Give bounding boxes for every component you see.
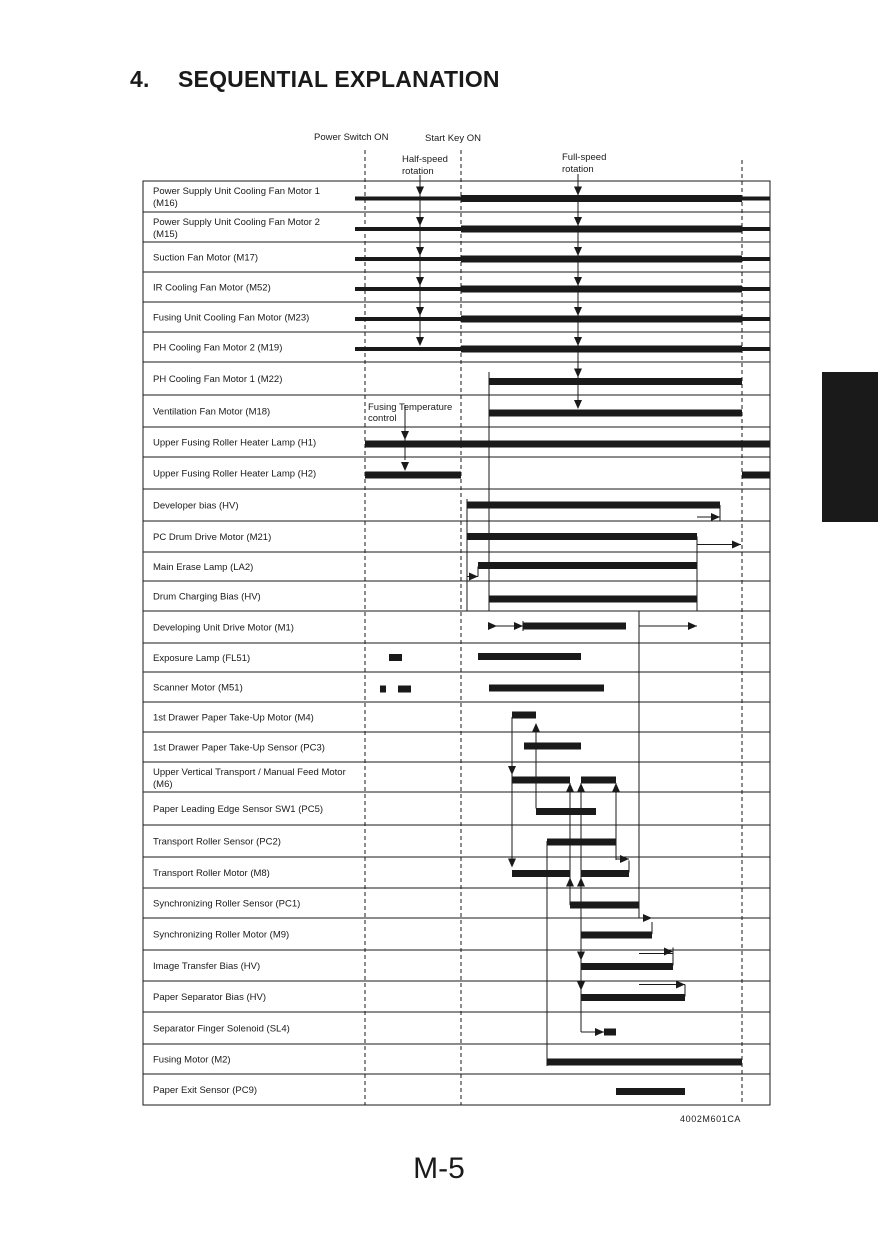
signal-bar-half-speed xyxy=(742,227,770,231)
signal-bar xyxy=(742,472,770,479)
signal-bar xyxy=(489,410,742,417)
signal-label: Transport Roller Sensor (PC2) xyxy=(153,836,281,848)
signal-label: Main Erase Lamp (LA2) xyxy=(153,562,254,573)
signal-label: PH Cooling Fan Motor 1 (M22) xyxy=(153,374,283,385)
signal-label: Power Supply Unit Cooling Fan Motor 2 xyxy=(153,217,320,228)
signal-bar xyxy=(478,562,697,569)
signal-bar-half-speed xyxy=(742,257,770,261)
arrow-down xyxy=(577,952,585,961)
signal-bar xyxy=(536,808,596,815)
signal-bar xyxy=(547,839,616,846)
signal-label: Scanner Motor (M51) xyxy=(153,682,243,694)
signal-label: Power Supply Unit Cooling Fan Motor 1 xyxy=(153,186,320,197)
signal-label: Developer bias (HV) xyxy=(153,500,239,512)
arrow-down xyxy=(574,400,582,409)
arrow-right xyxy=(711,513,720,521)
marker-full-speed: rotation xyxy=(562,164,594,175)
signal-bar-half-speed xyxy=(355,317,461,321)
signal-bar-full-speed xyxy=(461,316,742,323)
signal-label: Separator Finger Solenoid (SL4) xyxy=(153,1023,290,1035)
signal-bar-half-speed xyxy=(742,197,770,201)
signal-bar xyxy=(581,963,673,970)
signal-bar xyxy=(512,870,570,877)
signal-bar-full-speed xyxy=(461,346,742,353)
signal-bar-half-speed xyxy=(355,257,461,261)
signal-label: Synchronizing Roller Sensor (PC1) xyxy=(153,898,301,910)
section-number: 4. xyxy=(130,66,150,92)
signal-label: IR Cooling Fan Motor (M52) xyxy=(153,282,271,294)
signal-bar xyxy=(604,1029,616,1036)
signal-bar xyxy=(489,596,697,603)
signal-label: 1st Drawer Paper Take-Up Sensor (PC3) xyxy=(153,742,325,754)
marker-half-speed: rotation xyxy=(402,166,434,177)
signal-bar-full-speed xyxy=(461,195,742,202)
signal-label: Upper Fusing Roller Heater Lamp (H1) xyxy=(153,437,317,449)
signal-label: Fusing Unit Cooling Fan Motor (M23) xyxy=(153,312,310,324)
signal-bar xyxy=(570,902,639,909)
signal-bar xyxy=(489,685,604,692)
signal-bar xyxy=(547,1059,742,1066)
signal-bar xyxy=(616,1088,685,1095)
signal-bar xyxy=(365,472,461,479)
signal-bar xyxy=(467,533,697,540)
arrow-down xyxy=(508,766,516,775)
signal-bar-full-speed xyxy=(461,226,742,233)
arrow-right xyxy=(732,541,741,549)
signal-label: Developing Unit Drive Motor (M1) xyxy=(153,622,294,634)
arrow-right xyxy=(595,1028,604,1036)
arrow-right xyxy=(643,914,652,922)
signal-bar xyxy=(512,712,536,719)
signal-bar xyxy=(478,653,581,660)
arrow-right xyxy=(664,948,673,956)
signal-label: Synchronizing Roller Motor (M9) xyxy=(153,929,290,941)
signal-label: Upper Vertical Transport / Manual Feed Motor xyxy=(153,767,346,778)
signal-label: Upper Fusing Roller Heater Lamp (H2) xyxy=(153,468,317,480)
signal-label: Drum Charging Bias (HV) xyxy=(153,591,261,603)
signal-label: Suction Fan Motor (M17) xyxy=(153,252,259,264)
signal-label: Paper Leading Edge Sensor SW1 (PC5) xyxy=(153,804,324,815)
arrow-right xyxy=(676,981,685,989)
document-code: 4002M601CA xyxy=(680,1114,742,1124)
signal-bar xyxy=(398,686,411,693)
signal-label: PC Drum Drive Motor (M21) xyxy=(153,532,272,543)
signal-bar xyxy=(581,777,616,784)
signal-label: (M16) xyxy=(153,198,178,209)
arrow-right xyxy=(620,855,629,863)
signal-bar xyxy=(380,686,386,693)
signal-label: Image Transfer Bias (HV) xyxy=(153,961,261,972)
signal-bar-full-speed xyxy=(461,286,742,293)
signal-bar-half-speed xyxy=(742,287,770,291)
signal-bar xyxy=(467,502,720,509)
signal-bar xyxy=(523,623,626,630)
signal-label: Exposure Lamp (FL51) xyxy=(153,653,251,664)
signal-bar xyxy=(581,932,652,939)
signal-bar-half-speed xyxy=(355,347,461,351)
signal-bar-half-speed xyxy=(355,227,461,231)
arrow-right xyxy=(688,622,697,630)
signal-label: Paper Exit Sensor (PC9) xyxy=(153,1085,258,1096)
signal-label: Paper Separator Bias (HV) xyxy=(153,992,266,1003)
signal-bar-half-speed xyxy=(742,347,770,351)
signal-bar xyxy=(524,743,581,750)
page-number: M-5 xyxy=(413,1152,465,1185)
signal-bar-half-speed xyxy=(355,287,461,291)
signal-label: Transport Roller Motor (M8) xyxy=(153,868,270,879)
signal-bar-half-speed xyxy=(355,197,461,201)
signal-bar xyxy=(489,378,742,385)
arrow-down xyxy=(508,859,516,868)
signal-bar-full-speed xyxy=(461,256,742,263)
arrow-up xyxy=(532,723,540,732)
arrow-up xyxy=(566,878,574,887)
signal-label: (M6) xyxy=(153,779,173,790)
arrow-right xyxy=(514,622,523,630)
signal-label: Ventilation Fan Motor (M18) xyxy=(153,406,271,418)
marker-fusing-temp: Fusing Temperature xyxy=(368,402,453,413)
marker-start-key: Start Key ON xyxy=(425,133,481,144)
signal-bar xyxy=(389,654,402,661)
signal-bar-half-speed xyxy=(742,317,770,321)
arrow-up xyxy=(577,878,585,887)
section-title: SEQUENTIAL EXPLANATION xyxy=(178,66,500,92)
signal-bar xyxy=(581,994,685,1001)
signal-bar xyxy=(512,777,570,784)
arrow-right xyxy=(469,573,478,581)
marker-fusing-temp: control xyxy=(368,413,397,424)
signal-label: (M15) xyxy=(153,229,178,240)
arrow-down xyxy=(574,369,582,378)
signal-label: 1st Drawer Paper Take-Up Motor (M4) xyxy=(153,712,314,724)
arrow-down xyxy=(577,982,585,991)
marker-power-switch: Power Switch ON xyxy=(314,132,389,143)
marker-full-speed: Full-speed xyxy=(562,152,607,163)
signal-bar xyxy=(365,441,770,448)
signal-label: PH Cooling Fan Motor 2 (M19) xyxy=(153,342,283,354)
arrow-down xyxy=(401,462,409,471)
marker-half-speed: Half-speed xyxy=(402,154,448,165)
signal-label: Fusing Motor (M2) xyxy=(153,1054,231,1066)
signal-bar xyxy=(581,870,629,877)
